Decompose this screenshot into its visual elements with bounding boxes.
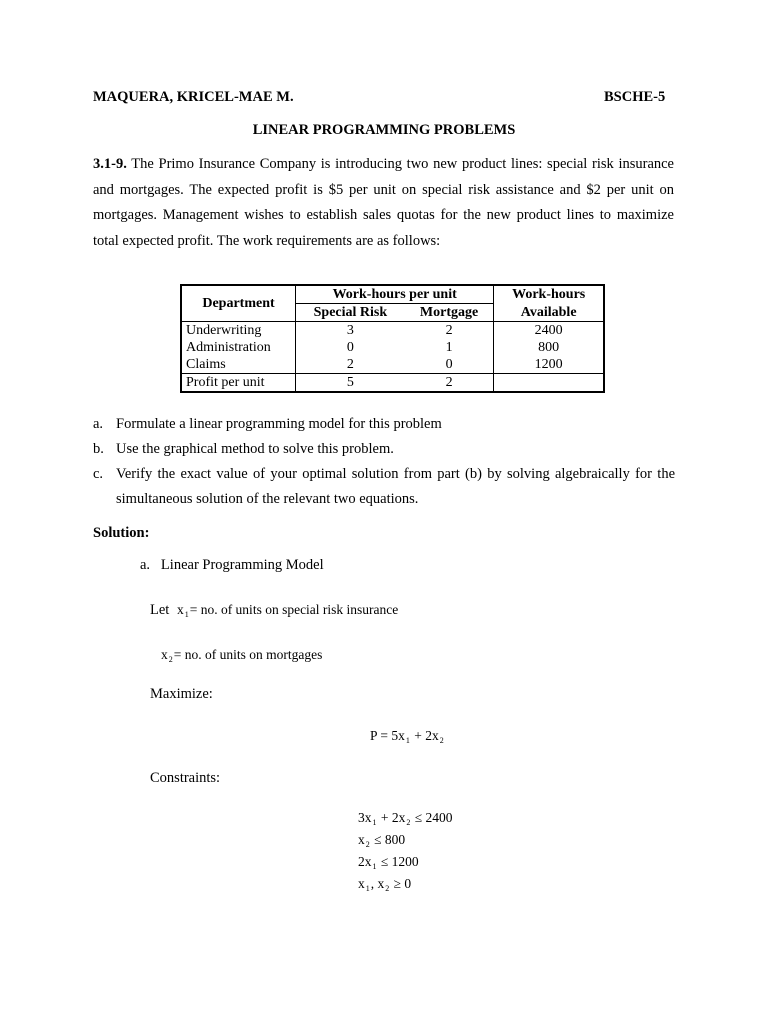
maximize-label: Maximize: xyxy=(150,686,213,702)
cell-special: 3 xyxy=(296,322,405,340)
constraint-nonnegativity: $x_1$, $x_2 \ge 0$ xyxy=(358,876,412,893)
cell-available: 1200 xyxy=(494,356,604,374)
header-special-risk: Special Risk xyxy=(296,304,405,322)
cell-available xyxy=(494,374,604,393)
table-row xyxy=(181,322,604,340)
question-text: Verify the exact value of your optimal solution from part (b) by solving algebraically for the simultaneous solution of the relevant two equations. xyxy=(116,466,675,507)
work-hours-table xyxy=(180,284,605,393)
header-work-per-unit: Work-hours per unit xyxy=(296,285,494,304)
objective-function: $P = 5x_1 + 2x_2$ xyxy=(370,728,444,745)
constraint-claims: $2x_1 \le 1200$ xyxy=(358,854,419,871)
cell-special: 5 xyxy=(296,374,405,393)
cell-mortgage: 2 xyxy=(445,323,453,338)
question-letter: c. xyxy=(93,466,104,482)
cell-dept: Profit per unit xyxy=(181,374,296,393)
student-name: MAQUERA, KRICEL-MAE M. xyxy=(93,89,294,105)
header-department: Department xyxy=(181,285,296,322)
variable-x1-definition xyxy=(150,602,398,619)
table-row xyxy=(181,374,604,393)
problem-text: The Primo Insurance Company is introducing two new product lines: special risk insurance and mortgages. The expected profit is $5 per unit on special risk assistance and $2 per unit on mortgages. Management wishes to establish sales quotas for the new product lines to maximize total expected profit. The work requirements are as follows: xyxy=(93,156,674,249)
problem-statement xyxy=(93,152,674,254)
question-text: Formulate a linear programming model for this problem xyxy=(116,416,442,432)
x1-symbol: $x_1$ xyxy=(176,602,189,619)
header-mortgage: Mortgage xyxy=(405,304,494,322)
part-a-heading: a. Linear Programming Model xyxy=(140,557,324,573)
table-row xyxy=(181,339,604,356)
cell-dept: Underwriting xyxy=(186,323,262,338)
constraint-underwriting: $3x_1 + 2x_2 \le 2400$ xyxy=(358,810,453,827)
constraint-administration: $x_2 \le 800$ xyxy=(358,832,406,849)
let-word: Let xyxy=(150,602,170,618)
cell-mortgage: 0 xyxy=(445,357,453,372)
question-letter: b. xyxy=(93,441,104,457)
cell-dept: Claims xyxy=(186,357,226,372)
header-available-1: Work-hours xyxy=(494,285,604,304)
cell-mortgage: 2 xyxy=(405,374,494,393)
x2-symbol: $x_2$ xyxy=(161,647,173,664)
header-available-2: Available xyxy=(494,304,604,322)
x1-definition-text: = no. of units on special risk insurance xyxy=(189,602,399,617)
question-text: Use the graphical method to solve this problem. xyxy=(116,441,394,457)
cell-available: 2400 xyxy=(494,322,604,340)
cell-special: 2 xyxy=(296,356,405,374)
variable-x2-definition xyxy=(161,647,322,663)
course-code: BSCHE-5 xyxy=(604,89,666,105)
problem-number: 3.1-9. xyxy=(93,156,127,172)
cell-special: 0 xyxy=(296,339,405,356)
cell-available: 800 xyxy=(494,339,604,356)
question-letter: a. xyxy=(93,416,104,432)
page-title: LINEAR PROGRAMMING PROBLEMS xyxy=(252,122,516,138)
constraints-label: Constraints: xyxy=(150,770,221,786)
solution-heading: Solution: xyxy=(93,525,150,541)
table-row xyxy=(181,356,604,374)
x2-definition-text: = no. of units on mortgages xyxy=(173,647,323,662)
cell-mortgage: 1 xyxy=(445,340,453,355)
cell-dept: Administration xyxy=(186,340,271,355)
